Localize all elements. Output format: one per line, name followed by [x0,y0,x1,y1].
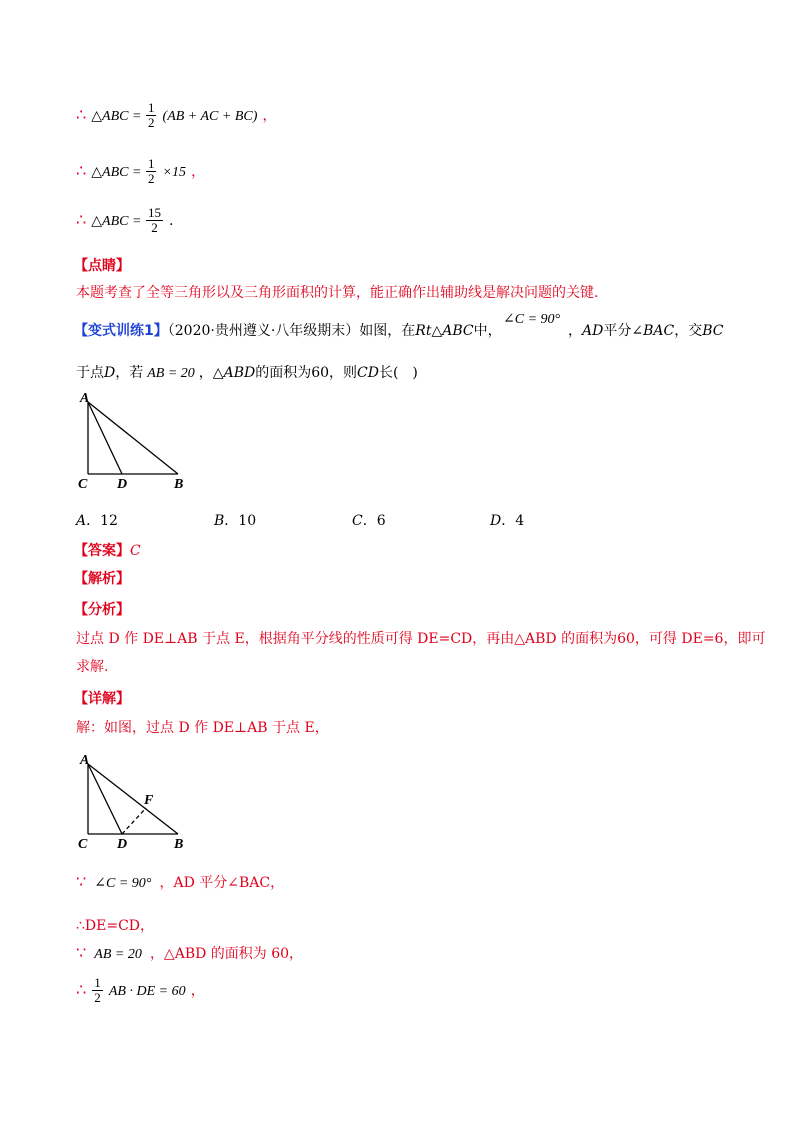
xiangjie-heading: 【详解】 [74,691,130,707]
segment-ad [88,402,122,474]
exercise-line-1-tail: ，AD平分∠BAC，交BC [568,323,724,339]
side-ab [88,764,178,834]
label-c: C [78,477,88,492]
therefore-symbol: ∴ [76,161,87,180]
formula-lhs: △ABC = [91,109,145,124]
dianjing-text: 本题考查了全等三角形以及三角形面积的计算，能正确作出辅助线是解决问题的关键. [76,285,599,301]
formula-lhs: △ABC = [91,214,145,229]
formula-rhs: (AB + AC + BC) [162,109,258,124]
label-d: D [117,477,128,492]
formula-lhs: △ABC = [91,165,145,180]
label-d: D [117,837,128,852]
fraction: $\frac{15}{2}$ [147,205,161,235]
label-b: B [174,477,184,492]
exercise-line-2: 于点D，若 AB = 20 ，△ABD的面积为60，则CD长( ) [76,365,418,381]
label-a: A [80,753,90,768]
fraction: $\frac{1}{2}$ [147,156,155,186]
side-ab [88,402,178,474]
answer-row [74,540,141,560]
triangle-figure-1 [70,388,200,492]
formula-line-1: ∴ △ABC = $\frac{1}{2}$ (AB + AC + BC) ， [76,100,277,130]
answer-value: C [130,543,141,559]
triangle-figure-2 [70,748,200,852]
dianjing-heading: 【点睛】 [74,258,130,274]
step-4: ∴ $\frac{1}{2}$ AB · DE = 60 ， [76,975,205,1005]
option-b[interactable]: B．10 [214,513,257,529]
exercise-heading: 【变式训练1】 [74,323,168,339]
label-a: A [80,391,90,406]
therefore-symbol: ∴ [76,105,87,124]
fraction: $\frac{1}{2}$ [94,975,101,1005]
exercise-line-1: 【变式训练1】（2020·贵州遵义·八年级期末）如图，在Rt△ABC中， [74,323,502,339]
option-d[interactable]: D．4 [490,513,525,529]
segment-ad [88,764,122,834]
fraction: $\frac{1}{2}$ [147,100,155,130]
answer-heading: 【答案】 [74,543,130,559]
formula-line-3: ∴ △ABC = $\frac{15}{2}$ . [76,205,174,235]
label-b: B [174,837,184,852]
formula-line-2: ∴ △ABC = $\frac{1}{2}$ ×15 ， [76,156,206,186]
step-2: ∴DE=CD， [76,918,155,934]
fenxi-line-1: 过点 D 作 DE⊥AB 于点 E，根据角平分线的性质可得 DE=CD，再由△ABD 的面积为60，可得 DE=6，即可 [76,631,766,647]
label-c: C [78,837,88,852]
jiexi-heading: 【解析】 [74,571,130,587]
therefore-symbol: ∴ [76,980,87,999]
therefore-symbol: ∴ [76,210,87,229]
because-symbol: ∵ [76,943,87,962]
because-symbol: ∵ [76,872,87,891]
step-1: ∵ ∠C = 90° ，AD 平分∠BAC， [76,872,285,891]
fenxi-line-2: 求解. [76,659,109,675]
formula-rhs: ×15 [162,165,186,180]
option-a[interactable]: A．12 [76,513,118,529]
angle-c-90: ∠C = 90° [503,312,561,327]
step-3: ∵ AB = 20 ，△ABD 的面积为 60， [76,943,304,962]
label-f: F [144,793,154,808]
option-c[interactable]: C．6 [352,513,386,529]
fenxi-heading: 【分析】 [74,602,130,618]
xiangjie-line-1: 解：如图，过点 D 作 DE⊥AB 于点 E， [76,720,329,736]
segment-de-dashed [122,808,146,834]
